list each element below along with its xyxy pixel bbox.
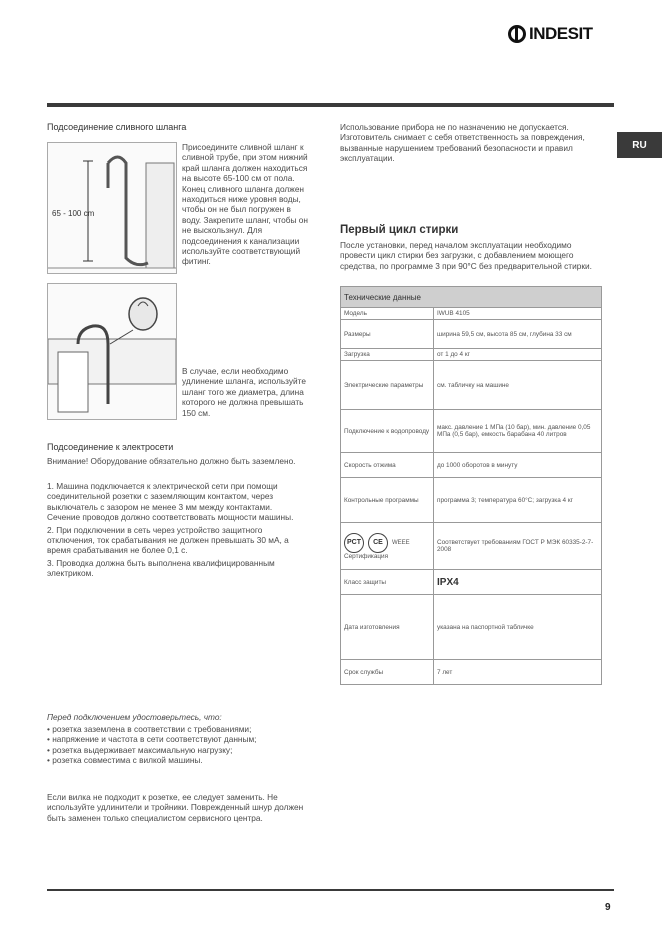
table-row [341, 308, 602, 320]
table-row [341, 410, 602, 453]
row-value: IWUB 4105 [434, 308, 602, 320]
row-value: указана на паспортной табличке [434, 595, 602, 660]
table-row [341, 478, 602, 523]
row-value: от 1 до 4 кг [434, 349, 602, 361]
weee-bin-icon: WEEE [392, 539, 410, 546]
checklist-item: • розетка совместима с вилкой машины. [47, 755, 203, 766]
checklist [47, 724, 307, 766]
checklist-item-text: розетка заземлена в соответствии с требованиями; [52, 724, 252, 734]
row-label: Дата изготовления [341, 595, 434, 660]
specs-table [340, 286, 602, 685]
electric-list [47, 481, 307, 579]
table-row [341, 523, 602, 570]
ce-mark-icon: CE [368, 533, 388, 553]
drain-paragraph-2: В случае, если необходимо удлинение шланга, используйте шланг того же диаметра, длина которого не должна превышать 150 см. [182, 366, 306, 418]
electric-heading: Подсоединение к электросети [47, 442, 174, 452]
checklist-heading: Перед подключением удостоверьтесь, что: [47, 712, 222, 722]
electric-item: 3. Проводка должна быть выполнена квалифицированным электриком. [47, 557, 275, 579]
drain-figure-2 [47, 283, 177, 420]
row-value: Соответствует требованиям ГОСТ Р МЭК 60335-2-7-2008 [434, 523, 602, 570]
checklist-item-text: розетка совместима с вилкой машины. [52, 755, 203, 766]
intro-paragraph: Использование прибора не по назначению не допускается. Изготовитель снимает с себя ответственность за повреждения, вызванные нарушением требований безопасности и правил эксплуатации. [340, 122, 585, 164]
row-value [434, 570, 602, 595]
checklist-item: • напряжение и частота в сети соответствуют данным; [47, 734, 257, 745]
first-cycle-heading: Первый цикл стирки [340, 224, 459, 236]
table-row [341, 361, 602, 410]
table-row [341, 595, 602, 660]
checklist-item: • розетка заземлена в соответствии с требованиями; [47, 724, 252, 734]
checklist-item: • розетка выдерживает максимальную нагрузку; [47, 744, 233, 755]
closing-paragraph: Если вилка не подходит к розетке, ее следует заменить. Не используйте удлинители и тройники. Поврежденный шнур должен быть заменен только специалистом сервисного центра. [47, 792, 304, 823]
row-label: Класс защиты [341, 570, 434, 595]
row-value: 7 лет [434, 660, 602, 685]
specs-table-header: Технические данные [341, 287, 602, 308]
first-cycle-text: После установки, перед началом эксплуатации необходимо провести цикл стирки без загрузки, с добавлением моющего средства, по программе 3 при 90°C без предварительной стирки. [340, 240, 592, 271]
electric-warning: Внимание! Оборудование обязательно должно быть заземлено. [47, 456, 296, 466]
sink-hose-illustration [48, 284, 176, 419]
table-row [341, 453, 602, 478]
electric-item: 2. При подключении в сеть через устройство защитного отключения, ток срабатывания не должен превышать 30 мА, а время срабатывания не более 0,1 с. [47, 524, 289, 556]
drain-figure-1 [47, 142, 177, 274]
ipx-rating: IPX4 [437, 576, 459, 588]
brand-logo [508, 24, 593, 44]
height-label: 65 - 100 cm [52, 209, 95, 218]
pct-mark-icon: PCT [344, 533, 364, 553]
header-rule [47, 103, 614, 107]
row-label: Контрольные программы [341, 478, 434, 523]
checklist-item-text: напряжение и частота в сети соответствуют данным; [52, 734, 257, 745]
drain-hose-illustration [48, 143, 176, 273]
page-number: 9 [605, 902, 611, 913]
row-label: Подключение к водопроводу [341, 410, 434, 453]
brand-name: INDESIT [529, 24, 593, 43]
language-tab: RU [617, 132, 662, 158]
electric-item: 1. Машина подключается к электрической сети при помощи соединительной розетки с заземляющим контактом, через выключатель с зазором не менее 3 мм между контактами. Сечение проводов должно соответствовать мощности машины. [47, 481, 294, 523]
row-label [341, 523, 434, 570]
row-label: Электрические параметры [341, 361, 434, 410]
checklist-item-text: розетка выдерживает максимальную нагрузку; [52, 744, 233, 755]
row-value: ширина 59,5 см, высота 85 см, глубина 33 см [434, 320, 602, 349]
drain-heading: Подсоединение сливного шланга [47, 122, 187, 132]
table-row [341, 570, 602, 595]
drain-paragraph: Присоедините сливной шланг к сливной трубе, при этом нижний край шланга должен находиться на высоте 65-100 см от пола. Конец сливного шланга должен находиться ниже уровня воды, чтобы он не был погружен в воду. Закрепите шланг, чтобы он не выскользнул. Для подсоединения к канализации используйте соответствующий фитинг. [182, 142, 308, 267]
row-label: Модель [341, 308, 434, 320]
row-label: Загрузка [341, 349, 434, 361]
cert-label: Сертификация [344, 552, 389, 560]
row-label: Срок службы [341, 660, 434, 685]
footer-rule [47, 889, 614, 891]
row-label: Размеры [341, 320, 434, 349]
table-row [341, 660, 602, 685]
row-value: см. табличку на машине [434, 361, 602, 410]
row-value: программа 3; температура 60°C; загрузка 4 кг [434, 478, 602, 523]
table-row [341, 320, 602, 349]
table-row [341, 349, 602, 361]
brand-logo-icon [508, 25, 526, 43]
row-value: до 1000 оборотов в минуту [434, 453, 602, 478]
row-label: Скорость отжима [341, 453, 434, 478]
row-value: макс. давление 1 МПа (10 бар), мин. давление 0,05 МПа (0,5 бар), емкость барабана 40 литров [434, 410, 602, 453]
